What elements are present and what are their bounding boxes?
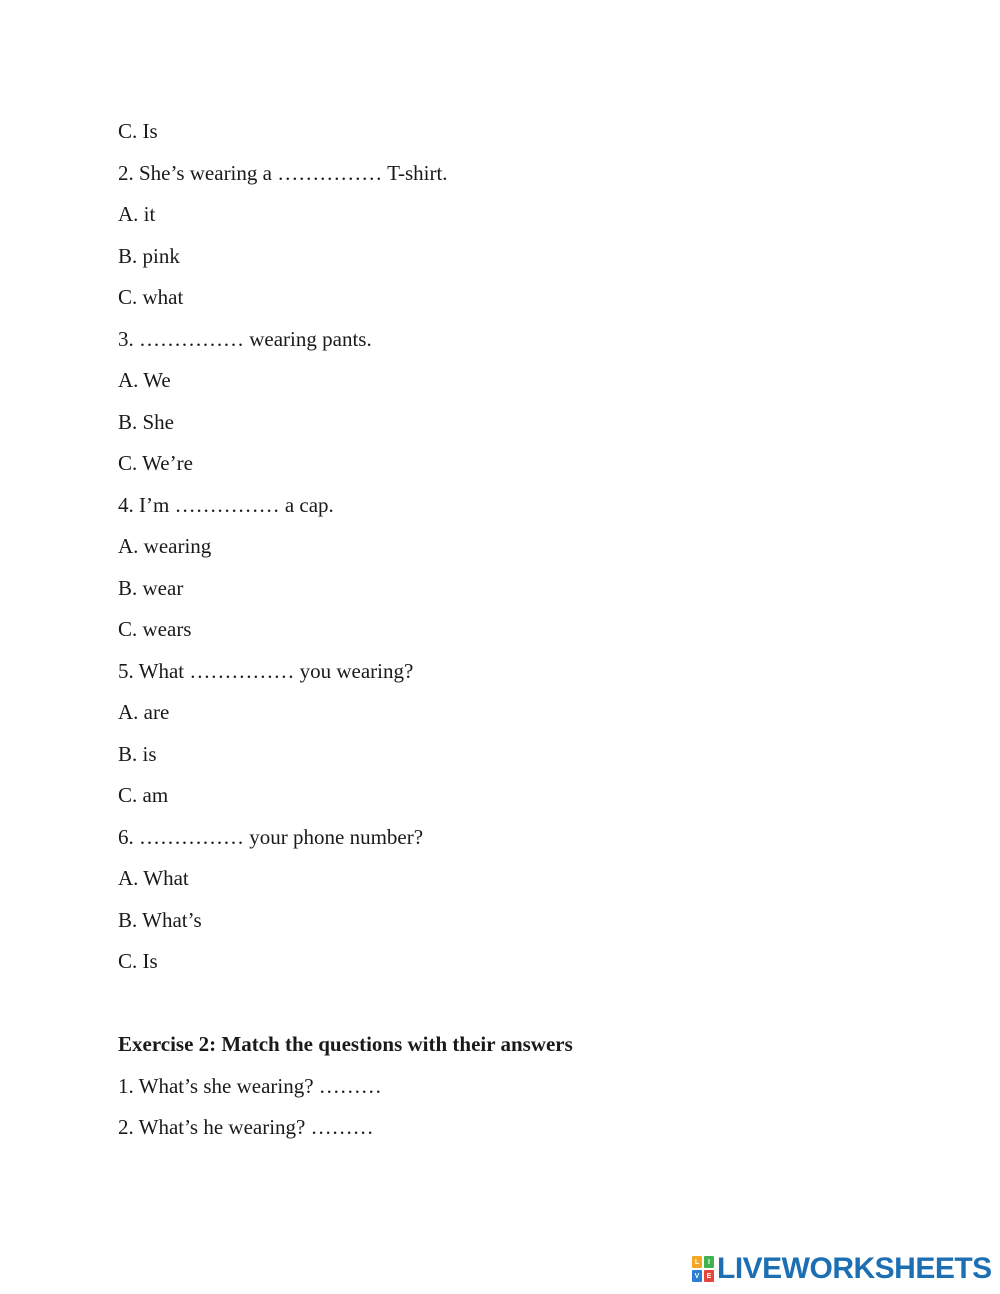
exercise-2-heading: Exercise 2: Match the questions with their answers xyxy=(118,1032,573,1056)
option-b-question-2: B. pink xyxy=(118,244,180,268)
option-a-question-3: A. We xyxy=(118,368,171,392)
option-b-question-4: B. wear xyxy=(118,576,184,600)
question-5: 5. What …………… you wearing? xyxy=(118,659,414,683)
option-b-question-5: B. is xyxy=(118,742,157,766)
option-b-question-6: B. What’s xyxy=(118,908,202,932)
option-c-question-4: C. wears xyxy=(118,617,192,641)
question-6: 6. …………… your phone number? xyxy=(118,825,424,849)
option-b-question-3: B. She xyxy=(118,410,175,434)
exercise-2-item-1: 1. What’s she wearing? ……… xyxy=(118,1074,382,1098)
question-3: 3. …………… wearing pants. xyxy=(118,327,372,351)
option-a-question-6: A. What xyxy=(118,866,189,890)
option-a-question-5: A. are xyxy=(118,700,170,724)
option-a-question-2: A. it xyxy=(118,202,156,226)
option-c-question-5: C. am xyxy=(118,783,169,807)
liveworksheets-logo-icon: L I V E xyxy=(692,1256,714,1282)
question-2: 2. She’s wearing a …………… T-shirt. xyxy=(118,161,448,185)
option-c-question-3: C. We’re xyxy=(118,451,193,475)
liveworksheets-logo xyxy=(692,1252,992,1286)
liveworksheets-logo-text: LIVEWORKSHEETS xyxy=(717,1252,992,1285)
option-a-question-4: A. wearing xyxy=(118,534,212,558)
question-4: 4. I’m …………… a cap. xyxy=(118,493,334,517)
option-c-question-1: C. Is xyxy=(118,119,158,143)
option-c-question-6: C. Is xyxy=(118,949,158,973)
option-c-question-2: C. what xyxy=(118,285,184,309)
exercise-2-item-2: 2. What’s he wearing? ……… xyxy=(118,1115,374,1139)
